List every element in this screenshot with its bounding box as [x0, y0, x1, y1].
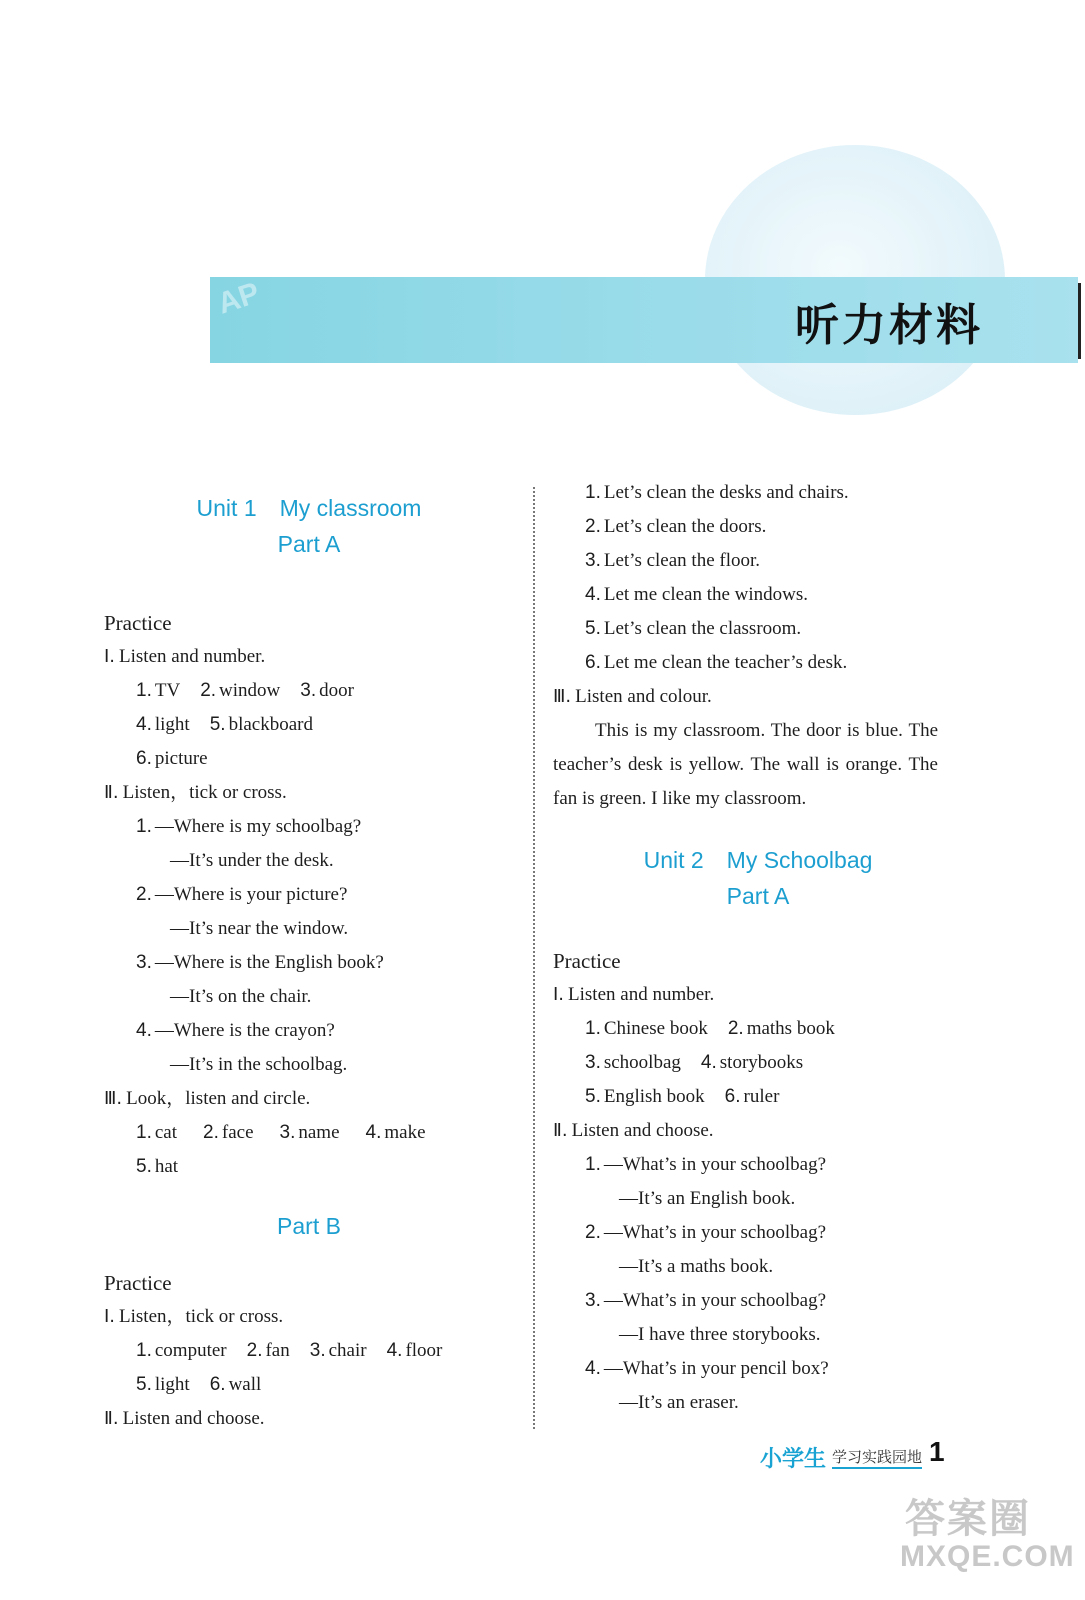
dialogue-question: 1. —Where is my schoolbag? [136, 816, 362, 837]
section-heading: Ⅰ. Listen and number. [104, 646, 266, 667]
dialogue-question: 3. —What’s in your schoolbag? [585, 1290, 827, 1311]
list-item: 1. Let’s clean the desks and chairs. [585, 482, 849, 503]
footer-brand: 小学生 [760, 1447, 827, 1472]
dialogue-question: 2. —What’s in your schoolbag? [585, 1222, 827, 1243]
list-item: 2. Let’s clean the doors. [585, 516, 767, 537]
unit-1-part-a: Part A [277, 531, 341, 557]
unit-1-part-b: Part B [277, 1213, 341, 1239]
unit-2-title: Unit 2 My Schoolbag [643, 847, 873, 873]
list-item: 3. schoolbag 4. storybooks [585, 1052, 804, 1073]
right-column [553, 476, 963, 1420]
list-item: 4. light 5. blackboard [136, 714, 313, 735]
section-heading: Ⅲ. Look，listen and circle. [104, 1088, 311, 1109]
dialogue-answer: —It’s an English book. [619, 1188, 796, 1209]
unit-2-part-a: Part A [726, 883, 790, 909]
page-number: 1 [929, 1436, 945, 1467]
footer-subtitle: 学习实践园地 [832, 1446, 922, 1469]
dialogue-question: 3. —Where is the English book? [136, 952, 384, 973]
list-item: 5. light 6. wall [136, 1374, 262, 1395]
page-title: 听力材料 [795, 300, 983, 351]
dialogue-answer: —It’s under the desk. [170, 850, 334, 871]
list-item: 1. computer 2. fan 3. chair 4. floor [136, 1340, 443, 1361]
watermark-url: MXQE.COM [900, 1540, 1075, 1573]
dialogue-answer: —It’s in the schoolbag. [170, 1054, 348, 1075]
watermark-logo: 答案圈 [905, 1496, 1031, 1542]
section-heading: Ⅲ. Listen and colour. [553, 686, 712, 707]
list-item: 1. TV 2. window 3. door [136, 680, 354, 701]
section-heading: Ⅱ. Listen and choose. [553, 1120, 714, 1141]
list-item: 1. cat 2. face 3. name 4. make [136, 1122, 426, 1143]
list-item: 6. picture [136, 748, 208, 769]
dialogue-answer: —It’s on the chair. [170, 986, 312, 1007]
column-divider [533, 487, 535, 1429]
list-item: 3. Let’s clean the floor. [585, 550, 761, 571]
section-heading: Ⅰ. Listen，tick or cross. [104, 1306, 284, 1327]
dialogue-question: 4. —What’s in your pencil box? [585, 1358, 829, 1379]
practice-label: Practice [104, 1271, 172, 1295]
banner-watermark: AP [213, 276, 264, 321]
dialogue-answer: —I have three storybooks. [619, 1324, 821, 1345]
list-item: 5. hat [136, 1156, 179, 1177]
dialogue-question: 4. —Where is the crayon? [136, 1020, 335, 1041]
banner-edge-line [1078, 283, 1081, 359]
list-item: 5. Let’s clean the classroom. [585, 618, 802, 639]
section-heading: Ⅱ. Listen，tick or cross. [104, 782, 287, 803]
list-item: 5. English book 6. ruler [585, 1086, 780, 1107]
section-heading: Ⅱ. Listen and choose. [104, 1408, 265, 1429]
dialogue-question: 2. —Where is your picture? [136, 884, 348, 905]
list-item: 4. Let me clean the windows. [585, 584, 809, 605]
list-item: 6. Let me clean the teacher’s desk. [585, 652, 848, 673]
left-column [104, 490, 514, 1436]
dialogue-question: 1. —What’s in your schoolbag? [585, 1154, 827, 1175]
practice-label: Practice [104, 611, 172, 635]
dialogue-answer: —It’s an eraser. [619, 1392, 739, 1413]
dialogue-answer: —It’s a maths book. [619, 1256, 774, 1277]
practice-label: Practice [553, 949, 621, 973]
list-item: 1. Chinese book 2. maths book [585, 1018, 835, 1039]
unit-1-title: Unit 1 My classroom [196, 495, 422, 521]
dialogue-answer: —It’s near the window. [170, 918, 349, 939]
section-heading: Ⅰ. Listen and number. [553, 984, 715, 1005]
colour-paragraph: This is my classroom. The door is blue. The teacher’s desk is yellow. The wall is orange. The fan is green. I like my classroom. [553, 720, 938, 809]
